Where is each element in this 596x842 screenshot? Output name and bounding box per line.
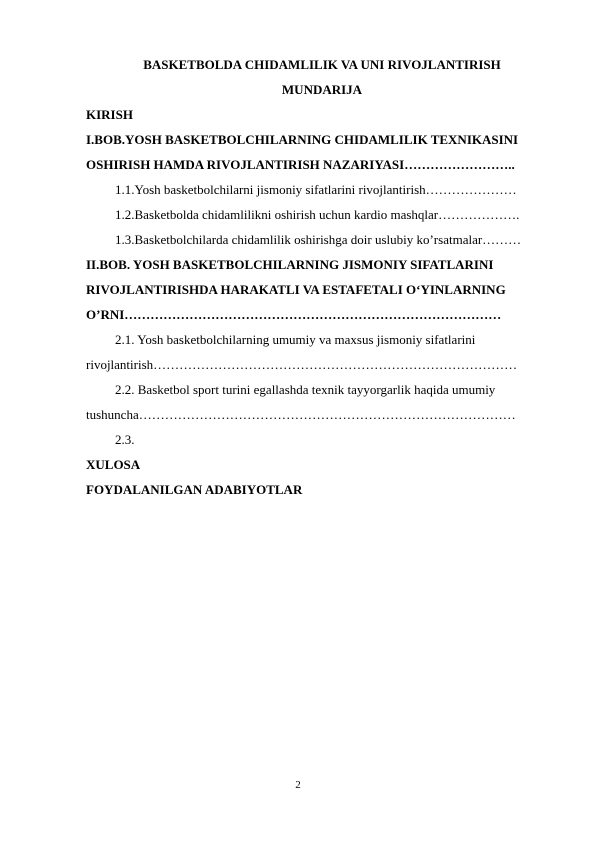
toc-heading: MUNDARIJA xyxy=(281,82,363,97)
toc-section-1-1: 1.1.Yosh basketbolchilarni jismoniy sifatlarini rivojlantirish………………… xyxy=(115,182,517,197)
toc-section-2-2-line-1: 2.2. Basketbol sport turini egallashda texnik tayyorgarlik haqida umumiy xyxy=(115,382,496,397)
toc-chapter-1-line-2: OSHIRISH HAMDA RIVOJLANTIRISH NAZARIYASI…………………….. xyxy=(86,157,515,172)
page-number: 2 xyxy=(295,779,301,791)
toc-section-2-2-line-2: tushuncha…………………………………………………………………………… xyxy=(86,407,516,422)
toc-section-1-3: 1.3.Basketbolchilarda chidamlilik oshirishga doir uslubiy ko’rsatmalar……… xyxy=(115,232,522,247)
toc-section-2-1-line-1: 2.1. Yosh basketbolchilarning umumiy va maxsus jismoniy sifatlarini xyxy=(115,332,476,347)
toc-item-references: FOYDALANILGAN ADABIYOTLAR xyxy=(86,482,303,497)
toc-section-2-3: 2.3. xyxy=(115,432,135,447)
toc-chapter-2-line-1: II.BOB. YOSH BASKETBOLCHILARNING JISMONIY SIFATLARINI xyxy=(86,257,494,272)
toc-section-2-1-line-2: rivojlantirish………………………………………………………………………… xyxy=(86,357,518,372)
toc-chapter-2-line-2: RIVOJLANTIRISHDA HARAKATLI VA ESTAFETALI O‘YINLARNING xyxy=(86,282,506,297)
toc-section-1-2: 1.2.Basketbolda chidamlilikni oshirish uchun kardio mashqlar………………. xyxy=(115,207,520,222)
toc-item-intro: KIRISH xyxy=(86,107,133,122)
toc-item-conclusion: XULOSA xyxy=(86,457,141,472)
toc-chapter-1-line-1: I.BOB.YOSH BASKETBOLCHILARNING CHIDAMLILIK TEXNIKASINI xyxy=(86,132,519,147)
document-title: BASKETBOLDA CHIDAMLILIK VA UNI RIVOJLANTIRISH xyxy=(143,57,501,72)
toc-chapter-2-line-3: O’RNI…………………………………………………………………………… xyxy=(86,307,502,322)
